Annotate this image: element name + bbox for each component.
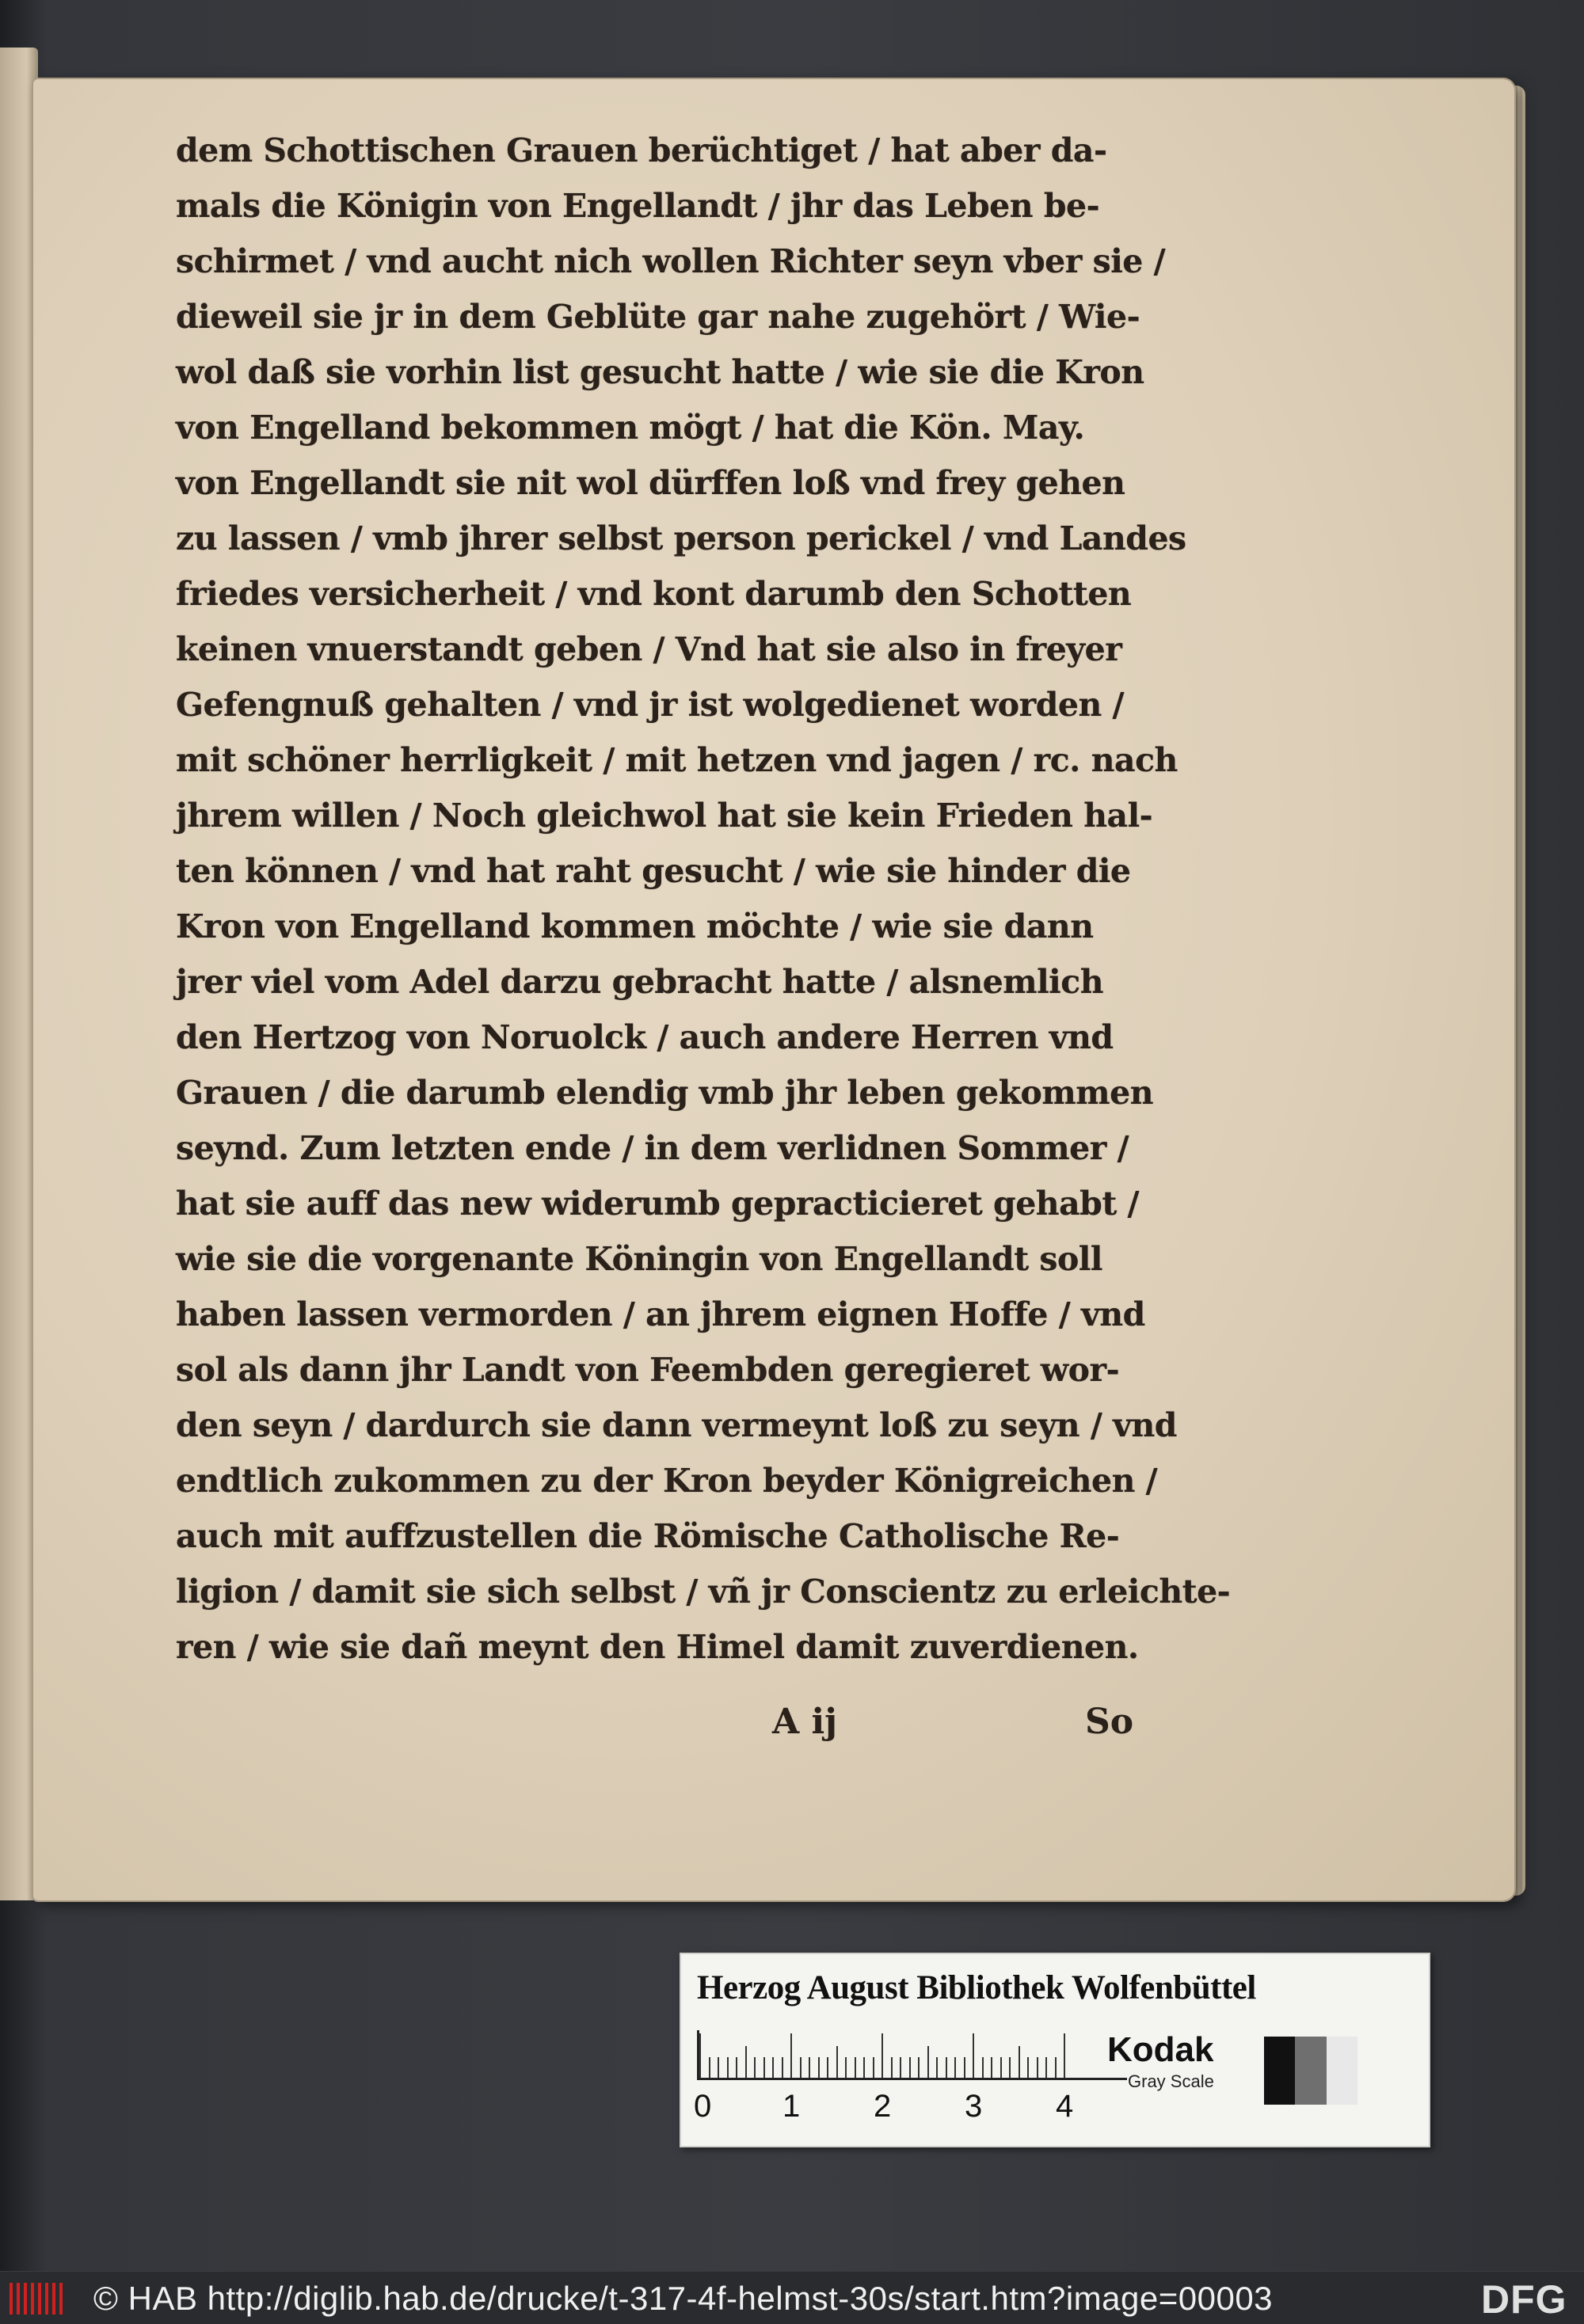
ruler-tick <box>1000 2057 1002 2078</box>
ruler-tick <box>782 2057 783 2078</box>
hab-logo-icon <box>10 2283 65 2314</box>
text-line: dieweil sie jr in dem Geblüte gar nahe zugehört / Wie- <box>176 298 1140 336</box>
ruler-tick <box>973 2033 974 2078</box>
ruler-number: 0 <box>694 2089 712 2124</box>
ruler-tick <box>709 2057 710 2078</box>
text-line: mit schöner herrligkeit / mit hetzen vnd jagen / rc. nach <box>176 741 1178 779</box>
ruler-tick <box>855 2057 856 2078</box>
ruler-tick <box>900 2057 901 2078</box>
ruler-number: 2 <box>874 2089 892 2124</box>
swatch-white <box>1327 2037 1357 2105</box>
ruler-tick <box>727 2057 729 2078</box>
text-line: den Hertzog von Noruolck / auch andere Herren vnd <box>176 1018 1114 1056</box>
text-line: ren / wie sie dañ meynt den Himel damit zuverdienen. <box>176 1628 1139 1666</box>
text-line: keinen vnuerstandt geben / Vnd hat sie also in freyer <box>176 630 1122 668</box>
ruler-tick <box>918 2057 920 2078</box>
ruler-tick <box>1027 2057 1029 2078</box>
ruler-tick <box>790 2033 792 2078</box>
scale-ruler <box>697 2030 1127 2080</box>
ruler-number: 4 <box>1056 2089 1074 2124</box>
footer-bar <box>0 2271 1584 2324</box>
ruler-tick <box>754 2057 756 2078</box>
ruler-tick <box>736 2057 737 2078</box>
text-line: hat sie auff das new widerumb gepracticieret gehabt / <box>176 1185 1140 1223</box>
ruler-number: 1 <box>782 2089 801 2124</box>
text-line: dem Schottischen Grauen berüchtiget / hat aber da- <box>176 131 1107 169</box>
ruler-tick <box>873 2057 874 2078</box>
text-line: wol daß sie vorhin list gesucht hatte / wie sie die Kron <box>176 353 1144 391</box>
copyright-url[interactable]: © HAB http://diglib.hab.de/drucke/t-317-4f-helmst-30s/start.htm?image=00003 <box>93 2280 1274 2317</box>
left-page-edge <box>0 48 38 1900</box>
ruler-tick <box>1064 2033 1065 2078</box>
ruler-tick <box>891 2057 893 2078</box>
ruler-tick <box>763 2057 765 2078</box>
ruler-tick <box>1019 2046 1020 2078</box>
dfg-logo: DFG <box>1481 2277 1567 2322</box>
ruler-tick <box>699 2033 701 2078</box>
swatch-black <box>1264 2037 1295 2105</box>
text-line: sol als dann jhr Landt von Feembden geregieret wor- <box>176 1351 1120 1389</box>
ruler-tick <box>964 2057 965 2078</box>
color-reference-card <box>680 1953 1430 2147</box>
ruler-tick <box>745 2046 747 2078</box>
ruler-tick <box>772 2057 774 2078</box>
text-line: haben lassen vermorden / an jhrem eignen Hoffe / vnd <box>176 1295 1145 1333</box>
text-line: ligion / damit sie sich selbst / vñ jr Conscientz zu erleichte- <box>176 1573 1231 1611</box>
ruler-tick <box>991 2057 992 2078</box>
ruler-tick <box>927 2046 929 2078</box>
text-line: den seyn / dardurch sie dann vermeynt loß zu seyn / vnd <box>176 1406 1177 1444</box>
ruler-tick <box>800 2057 802 2078</box>
text-line: auch mit auffzustellen die Römische Catholische Re- <box>176 1517 1120 1555</box>
ruler-tick <box>909 2057 911 2078</box>
ruler-tick <box>946 2057 947 2078</box>
ruler-tick <box>936 2057 938 2078</box>
text-line: zu lassen / vmb jhrer selbst person perickel / vnd Landes <box>176 519 1186 557</box>
ruler-tick <box>809 2057 810 2078</box>
gray-swatches <box>1264 2037 1357 2105</box>
ruler-tick <box>982 2057 984 2078</box>
ruler-tick <box>845 2057 847 2078</box>
gray-scale-label: Gray Scale <box>1128 2071 1214 2091</box>
text-line: schirmet / vnd aucht nich wollen Richter seyn vber sie / <box>176 242 1166 280</box>
ruler-tick <box>881 2033 883 2078</box>
swatch-gray <box>1295 2037 1326 2105</box>
text-line: jhrem willen / Noch gleichwol hat sie kein Frieden hal- <box>176 797 1153 835</box>
text-line: Kron von Engelland kommen möchte / wie sie dann <box>176 907 1094 945</box>
text-line: Grauen / die darumb elendig vmb jhr leben gekommen <box>176 1074 1154 1112</box>
page-text-block <box>176 123 1231 1675</box>
text-line: von Engellandt sie nit wol dürffen loß vnd frey gehen <box>176 464 1125 502</box>
ruler-tick <box>1045 2057 1047 2078</box>
ruler-tick <box>1055 2057 1057 2078</box>
text-line: jrer viel vom Adel darzu gebracht hatte / alsnemlich <box>176 963 1104 1001</box>
text-line: ten können / vnd hat raht gesucht / wie sie hinder die <box>176 852 1131 890</box>
text-line: seynd. Zum letzten ende / in dem verlidnen Sommer / <box>176 1129 1129 1167</box>
text-line: endtlich zukommen zu der Kron beyder Königreichen / <box>176 1462 1158 1500</box>
text-line: friedes versicherheit / vnd kont darumb den Schotten <box>176 575 1132 613</box>
text-line: Gefengnuß gehalten / vnd jr ist wolgedienet worden / <box>176 686 1125 724</box>
ruler-number: 3 <box>965 2089 983 2124</box>
text-line: wie sie die vorgenante Köningin von Engellandt soll <box>176 1240 1103 1278</box>
ruler-tick <box>1009 2057 1011 2078</box>
text-line: von Engelland bekommen mögt / hat die Kön. May. <box>176 409 1085 447</box>
library-name: Herzog August Bibliothek Wolfenbüttel <box>697 1969 1256 2006</box>
ruler-tick <box>818 2057 820 2078</box>
ruler-tick <box>827 2057 828 2078</box>
ruler-tick <box>836 2046 838 2078</box>
ruler-tick <box>863 2057 865 2078</box>
kodak-logo: Kodak <box>1107 2030 1214 2069</box>
catchword: So <box>1085 1702 1134 1742</box>
ruler-tick <box>718 2057 719 2078</box>
signature-mark: A ij <box>772 1702 838 1742</box>
text-line: mals die Königin von Engellandt / jhr das Leben be- <box>176 187 1100 225</box>
ruler-tick <box>1037 2057 1038 2078</box>
ruler-tick <box>954 2057 956 2078</box>
